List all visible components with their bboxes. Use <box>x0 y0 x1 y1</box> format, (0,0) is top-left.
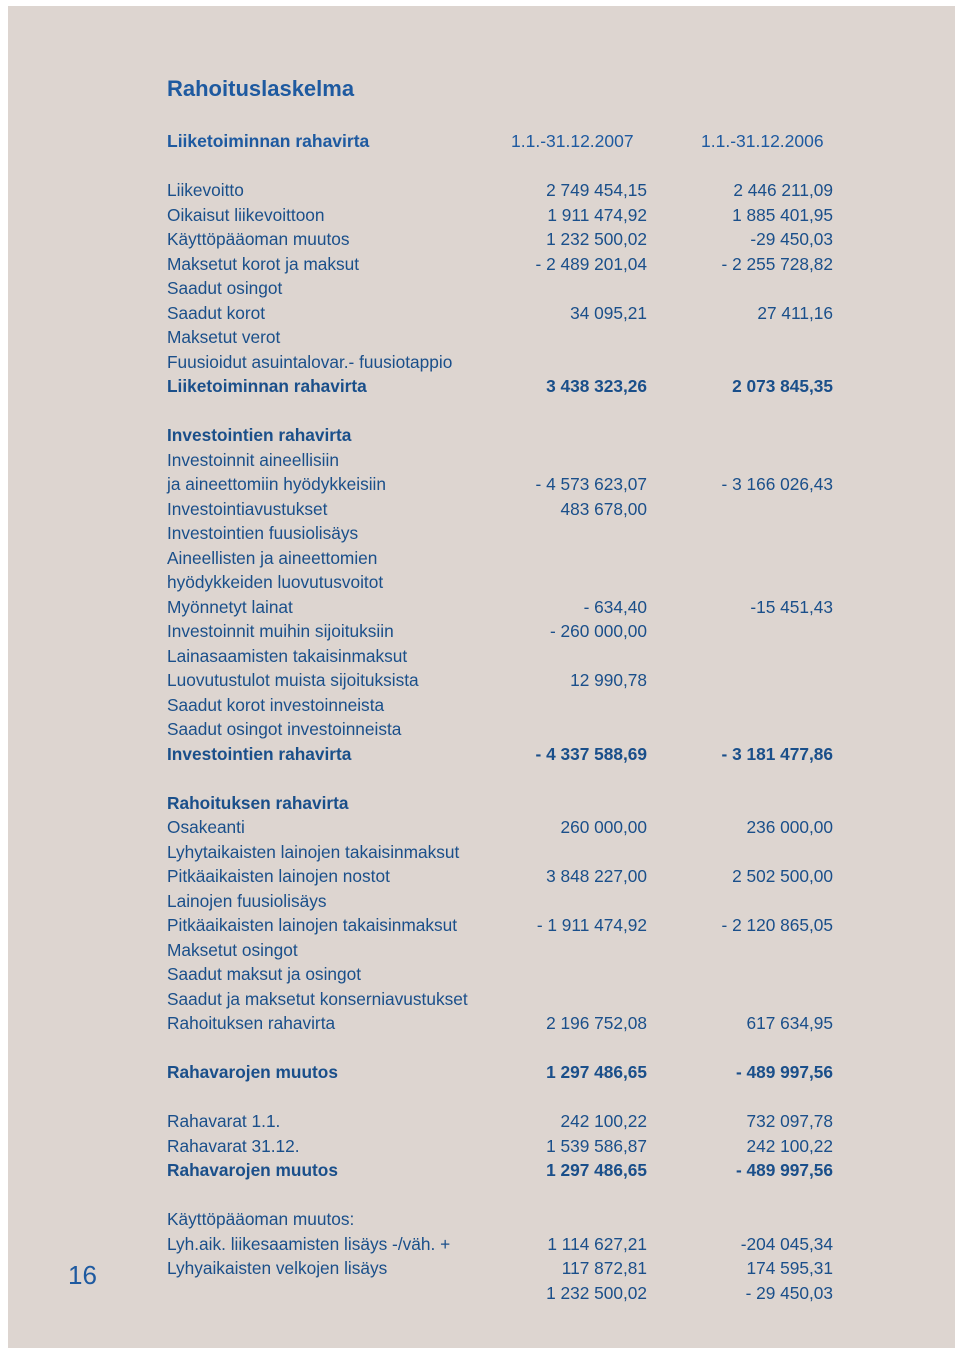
value-2006: - 489 997,56 <box>735 1062 833 1082</box>
row-label: Rahoituksen rahavirta <box>167 792 349 813</box>
row-label: Lainojen fuusiolisäys <box>167 890 327 911</box>
value-2007: 3 438 323,26 <box>546 376 647 396</box>
row-label: Rahoituksen rahavirta <box>167 1013 336 1033</box>
table-row <box>167 791 847 816</box>
value-2007: 1 539 586,87 <box>546 1135 647 1156</box>
table-row <box>167 1011 847 1036</box>
value-2006: 2 446 211,09 <box>733 180 833 200</box>
period-current-header: 1.1.-31.12.2007 <box>511 131 634 151</box>
value-2007: - 2 489 201,04 <box>535 253 647 274</box>
table-row <box>167 301 847 326</box>
row-label: Rahavarat 1.1. <box>167 1111 281 1131</box>
page-title: Rahoituslaskelma <box>167 76 355 101</box>
table-row <box>167 693 847 718</box>
value-2007: 2 196 752,08 <box>546 1013 647 1033</box>
value-2006: 732 097,78 <box>746 1111 833 1131</box>
value-2006: - 3 181 477,86 <box>721 743 833 764</box>
table-row <box>167 472 847 497</box>
table-row <box>167 864 847 889</box>
table-row <box>167 325 847 350</box>
section-header-label: Liiketoiminnan rahavirta <box>167 131 370 151</box>
row-label: Oikaisut liikevoittoon <box>167 204 325 225</box>
value-2007: 12 990,78 <box>570 670 647 690</box>
row-label: Fuusioidut asuintalovar.- fuusiotappio <box>167 351 453 372</box>
row-label: Saadut korot <box>167 302 265 323</box>
value-2007: 483 678,00 <box>560 498 647 519</box>
table-row <box>167 717 847 742</box>
value-2006: -204 045,34 <box>740 1233 833 1254</box>
value-2007: 1 297 486,65 <box>546 1160 647 1180</box>
value-2007: 260 000,00 <box>560 817 647 837</box>
value-2007: 1 114 627,21 <box>547 1233 647 1254</box>
row-label: Käyttöpääoman muutos: <box>167 1209 355 1229</box>
value-2006: - 29 450,03 <box>745 1282 833 1303</box>
table-row <box>167 1256 847 1281</box>
table-row <box>167 815 847 840</box>
row-label: Liikevoitto <box>167 180 244 200</box>
table-row <box>167 913 847 938</box>
row-label: Rahavarat 31.12. <box>167 1135 300 1156</box>
value-2006: 236 000,00 <box>746 817 833 837</box>
value-2006: -29 450,03 <box>750 229 833 249</box>
table-row <box>167 423 847 448</box>
table-row <box>167 1109 847 1134</box>
row-label: Maksetut osingot <box>167 939 298 960</box>
table-row <box>167 227 847 252</box>
row-label: Lainasaamisten takaisinmaksut <box>167 645 408 666</box>
table-row <box>167 742 847 767</box>
table-spacer <box>167 399 847 424</box>
value-2006: 617 634,95 <box>746 1013 833 1033</box>
row-label: Lyh.aik. liikesaamisten lisäys -/väh. + <box>167 1233 451 1254</box>
value-2006: - 489 997,56 <box>735 1160 833 1180</box>
value-2006: - 2 120 865,05 <box>721 915 833 935</box>
row-label: ja aineettomiin hyödykkeisiin <box>167 474 387 494</box>
value-2007: 1 232 500,02 <box>546 229 647 249</box>
row-label: Rahavarojen muutos <box>167 1160 338 1180</box>
value-2006: 1 885 401,95 <box>732 204 833 225</box>
row-label: Investointien fuusiolisäys <box>167 523 359 543</box>
table-row <box>167 1232 847 1257</box>
value-2007: 1 297 486,65 <box>546 1062 647 1082</box>
table-row <box>167 203 847 228</box>
row-label: Myönnetyt lainat <box>167 596 293 617</box>
value-2007: - 4 573 623,07 <box>535 474 647 494</box>
table-row <box>167 350 847 375</box>
table-row <box>167 570 847 595</box>
period-previous-header: 1.1.-31.12.2006 <box>701 131 824 151</box>
table-row <box>167 595 847 620</box>
table-spacer <box>167 766 847 791</box>
value-2007: - 4 337 588,69 <box>535 743 647 764</box>
value-2007: 2 749 454,15 <box>546 180 647 200</box>
row-label: Aineellisten ja aineettomien <box>167 547 378 568</box>
table-spacer <box>167 1183 847 1208</box>
table-spacer <box>167 1085 847 1110</box>
value-2006: -15 451,43 <box>750 596 833 617</box>
table-row <box>167 276 847 301</box>
table-row <box>167 889 847 914</box>
value-2007: 34 095,21 <box>570 302 647 323</box>
table-row <box>167 374 847 399</box>
row-label: Investointien rahavirta <box>167 425 352 445</box>
table-row <box>167 1207 847 1232</box>
value-2006: - 2 255 728,82 <box>721 253 833 274</box>
row-label: Saadut ja maksetut konserniavustukset <box>167 988 468 1009</box>
row-label: hyödykkeiden luovutusvoitot <box>167 572 384 592</box>
table-row <box>167 644 847 669</box>
table-row <box>167 668 847 693</box>
table-row <box>167 448 847 473</box>
row-label: Maksetut korot ja maksut <box>167 253 360 274</box>
row-label: Lyhytaikaisten lainojen takaisinmaksut <box>167 841 460 862</box>
table-row <box>167 987 847 1012</box>
value-2006: 242 100,22 <box>746 1135 833 1156</box>
value-2007: 1 911 474,92 <box>547 204 647 225</box>
value-2007: - 260 000,00 <box>549 621 647 641</box>
table-row <box>167 1134 847 1159</box>
value-2007: 3 848 227,00 <box>546 866 647 886</box>
column-header-row <box>167 131 847 155</box>
table-row <box>167 962 847 987</box>
value-2006: - 3 166 026,43 <box>721 474 833 494</box>
cash-flow-table <box>167 178 847 1305</box>
page-number: 16 <box>68 1260 97 1290</box>
table-row <box>167 252 847 277</box>
row-label: Saadut osingot <box>167 278 283 298</box>
row-label: Pitkäaikaisten lainojen nostot <box>167 866 390 886</box>
value-2006: 2 073 845,35 <box>732 376 833 396</box>
table-row <box>167 497 847 522</box>
table-row <box>167 546 847 571</box>
row-label: Luovutustulot muista sijoituksista <box>167 670 419 690</box>
value-2007: - 1 911 474,92 <box>536 915 647 935</box>
row-label: Rahavarojen muutos <box>167 1062 338 1082</box>
table-row <box>167 840 847 865</box>
value-2007: - 634,40 <box>583 596 647 617</box>
value-2006: 27 411,16 <box>757 302 833 323</box>
row-label: Osakeanti <box>167 817 245 837</box>
value-2007: 1 232 500,02 <box>546 1282 647 1303</box>
table-row <box>167 619 847 644</box>
table-row <box>167 1158 847 1183</box>
table-spacer <box>167 1036 847 1061</box>
row-label: Investointien rahavirta <box>167 743 352 764</box>
row-label: Lyhyaikaisten velkojen lisäys <box>167 1258 388 1278</box>
table-row <box>167 938 847 963</box>
table-row <box>167 1060 847 1085</box>
row-label: Pitkäaikaisten lainojen takaisinmaksut <box>167 915 458 935</box>
row-label: Investoinnit aineellisiin <box>167 449 339 470</box>
table-row <box>167 178 847 203</box>
value-2007: 117 872,81 <box>561 1258 647 1278</box>
value-2006: 174 595,31 <box>746 1258 833 1278</box>
row-label: Investointiavustukset <box>167 498 328 519</box>
row-label: Liiketoiminnan rahavirta <box>167 376 367 396</box>
row-label: Saadut korot investoinneista <box>167 694 385 715</box>
table-row <box>167 1281 847 1306</box>
value-2006: 2 502 500,00 <box>732 866 833 886</box>
value-2007: 242 100,22 <box>560 1111 647 1131</box>
row-label: Saadut osingot investoinneista <box>167 719 402 739</box>
table-row <box>167 521 847 546</box>
row-label: Saadut maksut ja osingot <box>167 964 362 984</box>
row-label: Maksetut verot <box>167 327 281 347</box>
row-label: Investoinnit muihin sijoituksiin <box>167 621 394 641</box>
row-label: Käyttöpääoman muutos <box>167 229 350 249</box>
